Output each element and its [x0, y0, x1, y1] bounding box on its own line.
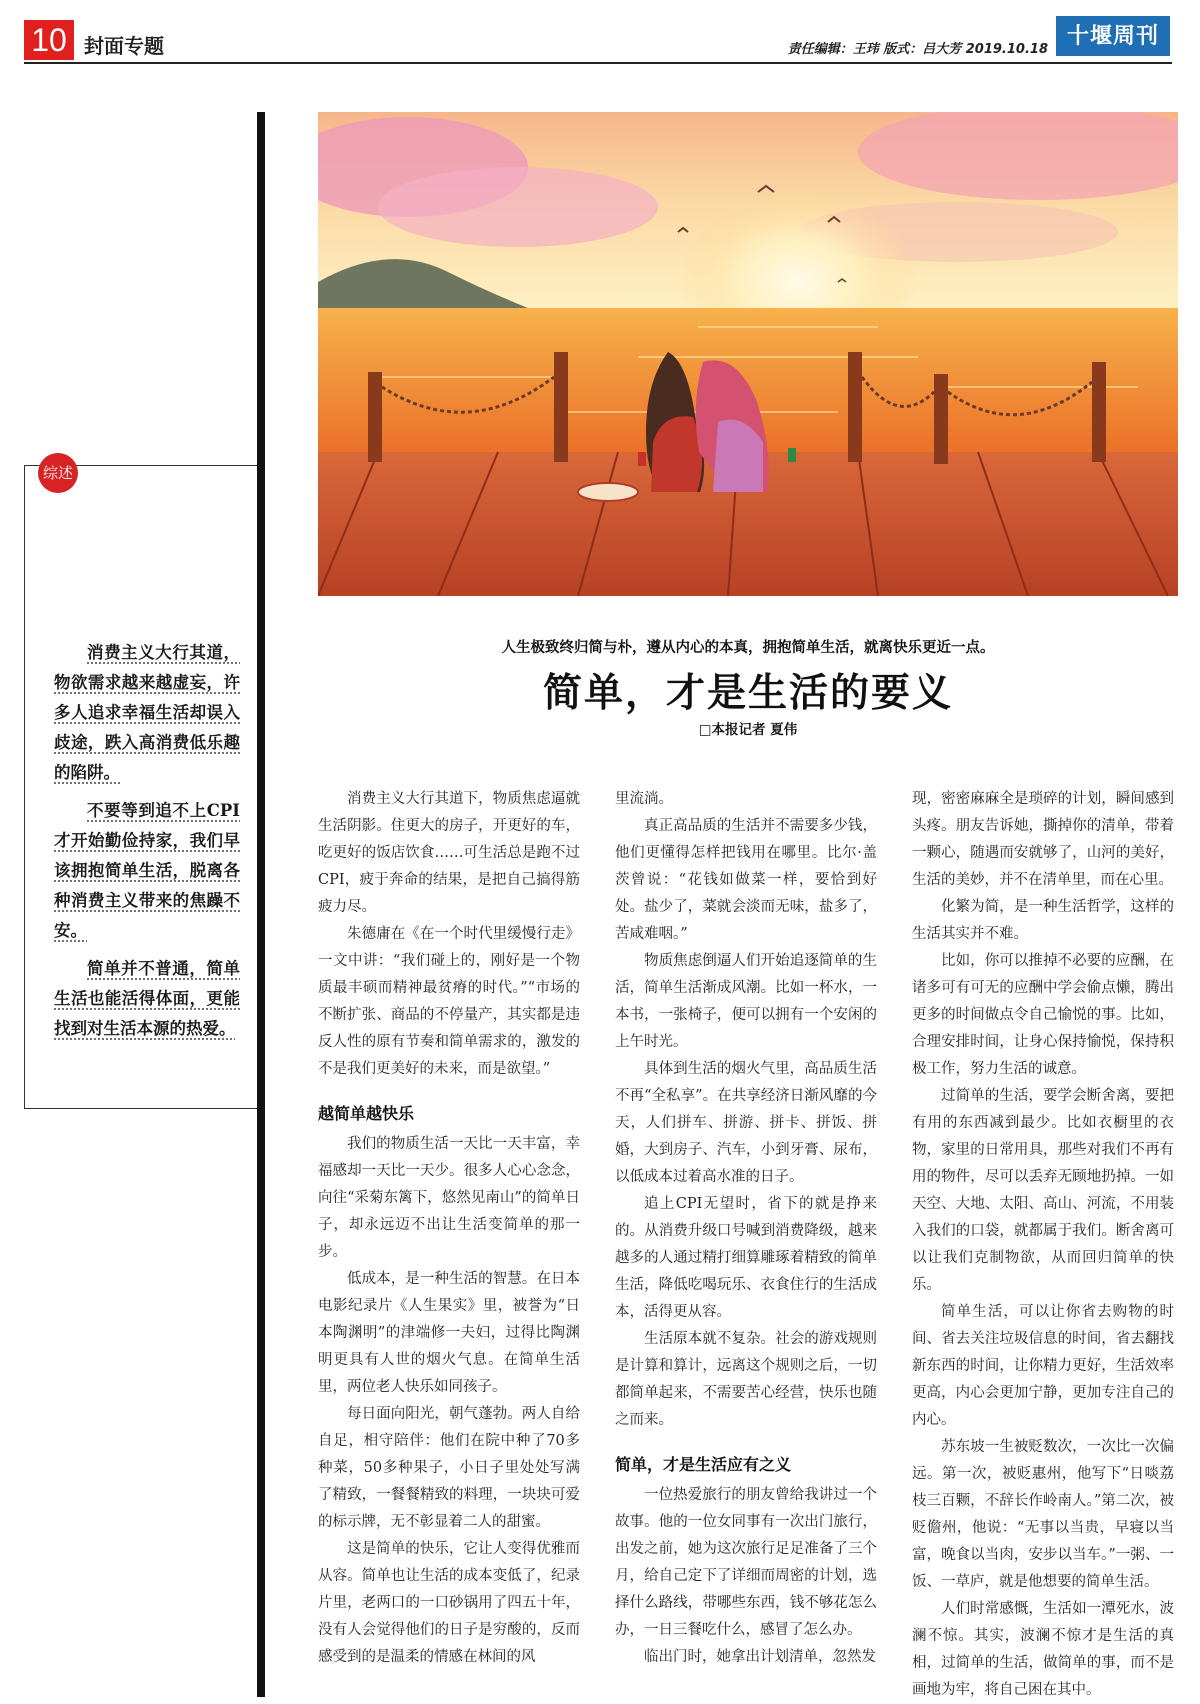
section-heading: 简单，才是生活应有之义 [615, 1455, 792, 1474]
body-paragraph: 过简单的生活，要学会断舍离，要把有用的东西减到最少。比如衣橱里的衣物，家里的日常用具，那些对我们不再有用的物件，尽可以丢弃无顾地扔掉。一如天空、大地、太阳、高山、河流，不用装入我们的口袋，就都属于我们。断舍离可以让我们克制物欲，从而回归简单的快乐。 [912, 1088, 1174, 1293]
article-column-2 [615, 786, 877, 1671]
summary-paragraph: 不要等到追不上CPI才开始勤俭持家，我们早该拥抱简单生活，脱离各种消费主义带来的焦躁不安。 [54, 801, 240, 940]
hero-illustration [318, 112, 1178, 596]
section-title: 封面专题 [84, 34, 164, 58]
body-paragraph: 每日面向阳光，朝气蓬勃。两人自给自足，相守陪伴：他们在院中种了70多种菜，50多种果子，小日子里处处写满了精致，一餐餐精致的料理，一块块可爱的标示牌，无不彰显着二人的甜蜜。 [318, 1406, 580, 1530]
body-paragraph: 具体到生活的烟火气里，高品质生活不再“全私享”。在共享经济日渐风靡的今天，人们拼车、拼游、拼卡、拼饭、拼婚，大到房子、汽车，小到牙膏、尿布，以低成本过着高水准的日子。 [615, 1061, 877, 1185]
body-paragraph: 一位热爱旅行的朋友曾给我讲过一个故事。他的一位女同事有一次出门旅行，出发之前，她为这次旅行足足准备了三个月，给自己定下了详细而周密的计划，选择什么路线，带哪些东西，钱不够花怎么办，一日三餐吃什么，感冒了怎么办。 [615, 1487, 877, 1638]
body-paragraph: 苏东坡一生被贬数次，一次比一次偏远。第一次，被贬惠州，他写下“日啖荔枝三百颗，不辞长作岭南人。”第二次，被贬儋州，他说：“无事以当贵，早寝以当富，晚食以当肉，安步以当车。”一粥、一饭、一草庐，就是他想要的简单生活。 [912, 1439, 1174, 1590]
header-divider [24, 62, 1172, 64]
page-header [0, 0, 1200, 66]
body-paragraph: 里流淌。 [615, 791, 673, 807]
column-divider [257, 112, 265, 1697]
body-paragraph: 现，密密麻麻全是琐碎的计划，瞬间感到头疼。朋友告诉她，撕掉你的清单，带着一颗心，随遇而安就够了，山河的美好，生活的美妙，并不在清单里，而在心里。 [912, 791, 1174, 888]
body-paragraph: 真正高品质的生活并不需要多少钱，他们更懂得怎样把钱用在哪里。比尔·盖茨曾说：“花钱如做菜一样，要恰到好处。盐少了，菜就会淡而无味，盐多了，苦咸难咽。” [615, 818, 877, 942]
body-paragraph: 这是简单的快乐，它让人变得优雅而从容。简单也让生活的成本变低了，纪录片里，老两口的一口砂锅用了四五十年，没有人会觉得他们的日子是穷酸的，反而感受到的是温柔的情感在林间的风 [318, 1541, 580, 1665]
article-column-3 [912, 786, 1174, 1704]
body-paragraph: 比如，你可以推掉不必要的应酬，在诸多可有可无的应酬中学会偷点懒，腾出更多的时间做点令自己愉悦的事。比如，合理安排时间，让身心保持愉悦，保持积极工作，努力生活的诚意。 [912, 953, 1174, 1077]
body-paragraph: 人们时常感慨，生活如一潭死水，波澜不惊。其实，波澜不惊才是生活的真相，过简单的生活，做简单的事，而不是画地为牢，将自己困在其中。 [912, 1601, 1174, 1698]
body-paragraph: 低成本，是一种生活的智慧。在日本电影纪录片《人生果实》里，被誉为“日本陶渊明”的津端修一夫妇，过得比陶渊明更具有人世的烟火气息。在简单生活里，两位老人快乐如同孩子。 [318, 1271, 580, 1395]
page-number: 10 [24, 20, 74, 60]
summary-paragraph: 简单并不普通，简单生活也能活得体面，更能找到对生活本源的热爱。 [54, 959, 240, 1038]
article-byline: □本报记者 夏伟 [698, 722, 798, 738]
body-paragraph: 追上CPI无望时，省下的就是挣来的。从消费升级口号喊到消费降级，越来越多的人通过精打细算雕琢着精致的简单生活，降低吃喝玩乐、衣食住行的生活成本，活得更从容。 [615, 1196, 877, 1320]
body-paragraph: 简单生活，可以让你省去购物的时间、省去关注垃圾信息的时间，省去翻找新东西的时间，让你精力更好，生活效率更高，内心会更加宁静，更加专注自己的内心。 [912, 1304, 1174, 1428]
article-kicker: 人生极致终归简与朴，遵从内心的本真，拥抱简单生活，就离快乐更近一点。 [501, 639, 995, 656]
section-heading: 越简单越快乐 [318, 1104, 415, 1123]
summary-badge: 综述 [38, 453, 78, 493]
body-paragraph: 临出门时，她拿出计划清单，忽然发 [644, 1649, 876, 1665]
editor-credits: 责任编辑：王玮 版式：吕大芳 2019.10.18 [787, 42, 1048, 57]
article-headline: 简单，才是生活的要义 [542, 670, 953, 716]
article-column-1 [318, 786, 580, 1671]
body-paragraph: 我们的物质生活一天比一天丰富，幸福感却一天比一天少。很多人心心念念，向往“采菊东篱下，悠然见南山”的简单日子，却永远迈不出让生活变简单的那一步。 [318, 1136, 580, 1260]
body-paragraph: 物质焦虑倒逼人们开始追逐简单的生活，简单生活渐成风潮。比如一杯水，一本书，一张椅子，便可以拥有一个安闲的上午时光。 [615, 953, 877, 1050]
body-paragraph: 朱德庸在《在一个时代里缓慢行走》一文中讲：“我们碰上的，刚好是一个物质最丰硕而精神最贫瘠的时代。”“市场的不断扩张、商品的不停量产，其实都是违反人性的原有节奏和简单需求的，激发的不是我们更美好的未来，而是欲望。” [318, 926, 580, 1077]
summary-paragraph: 消费主义大行其道，物欲需求越来越虚妄，许多人追求幸福生活却误入歧途，跌入高消费低乐趣的陷阱。 [54, 643, 240, 782]
body-paragraph: 生活原本就不复杂。社会的游戏规则是计算和算计，远离这个规则之后，一切都简单起来，不需要苦心经营，快乐也随之而来。 [615, 1331, 877, 1428]
body-paragraph: 消费主义大行其道下，物质焦虑逼就生活阴影。住更大的房子，开更好的车，吃更好的饭店饮食……可生活总是跑不过CPI，疲于奔命的结果，是把自己搞得筋疲力尽。 [318, 791, 580, 915]
sunset-pier-illustration-icon [318, 112, 1178, 596]
summary-text [54, 638, 240, 1052]
newspaper-logo: 十堰周刊 [1056, 16, 1170, 56]
body-paragraph: 化繁为简，是一种生活哲学，这样的生活其实并不难。 [912, 899, 1174, 942]
